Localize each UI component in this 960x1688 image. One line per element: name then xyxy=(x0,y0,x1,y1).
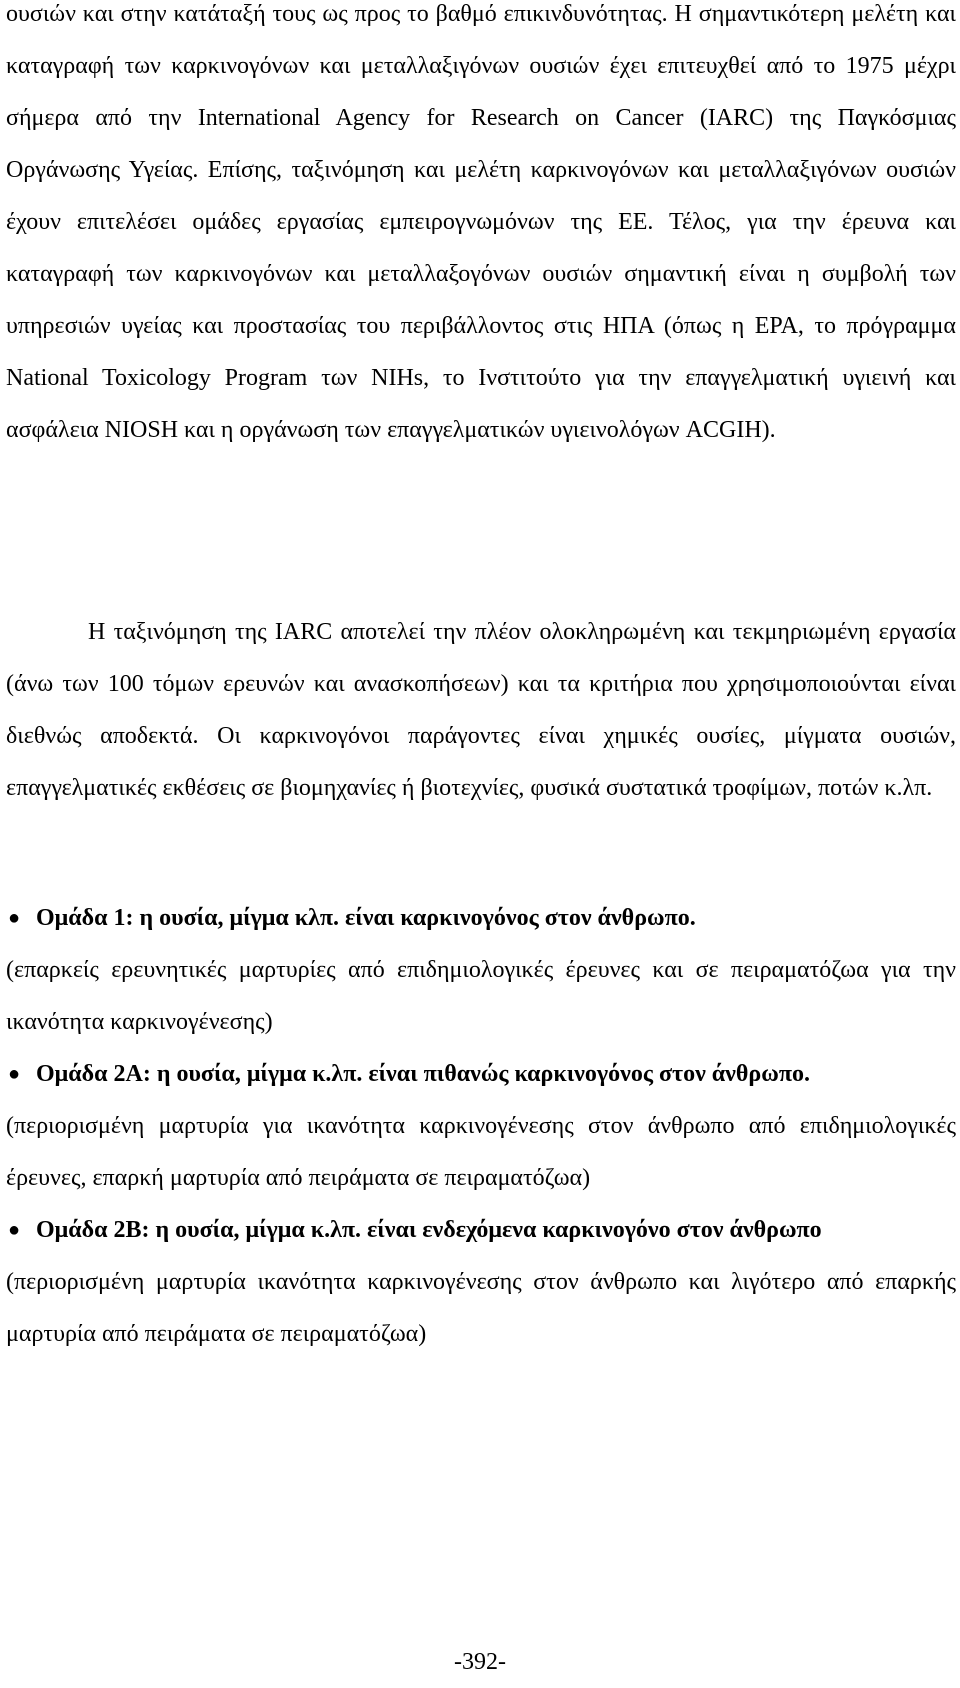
group-description: (επαρκείς ερευνητικές μαρτυρίες από επιδημιολογικές έρευνες και σε πειραματόζωα για την ικανότητα καρκινογένεσης) xyxy=(6,957,956,1035)
group-description: (περιορισμένη μαρτυρία για ικανότητα καρκινογένεσης στον άνθρωπο από επιδημιολογικές έρευνες, επαρκή μαρτυρία από πειράματα σε πειραματόζωα) xyxy=(6,1113,956,1191)
group-title: Ομάδα 2Β: η ουσία, μίγμα κ.λπ. είναι ενδεχόμενα καρκινογόνο στον άνθρωπο xyxy=(36,1217,822,1243)
group-title: Ομάδα 1: η ουσία, μίγμα κλπ. είναι καρκινογόνος στον άνθρωπο. xyxy=(36,905,696,931)
bullet-icon: ● xyxy=(8,1063,21,1085)
body-paragraph: ουσιών και στην κατάταξή τους ως προς το βαθμό επικινδυνότητας. Η σημαντικότερη μελέτη και καταγραφή των καρκινογόνων και μεταλλαξιγόνων ουσιών έχει επιτευχθεί από το 1975 μέχρι σήμερα από την International Agency for Research on Cancer (IARC) της Παγκόσμιας Οργάνωσης Υγείας. Επίσης, ταξινόμηση και μελέτη καρκινογόνων και μεταλλαξιγόνων ουσιών έχουν επιτελέσει ομάδες εργασίας εμπειρογνωμόνων της ΕΕ. Τέλος, για την έρευνα και καταγραφή των καρκινογόνων και μεταλλαξογόνων ουσιών σημαντική είναι η συμβολή των υπηρεσιών υγείας και προστασίας του περιβάλλοντος στις ΗΠΑ (όπως η EPA, το πρόγραμμα National Toxicology Program των NIHs, το Ινστιτούτο για την επαγγελματική υγιεινή και ασφάλεια NIOSH και η οργάνωση των επαγγελματικών υγιεινολόγων ACGIH). xyxy=(6,1,956,443)
classification-list xyxy=(6,892,956,1360)
body-paragraph: Η ταξινόμηση της IARC αποτελεί την πλέον ολοκληρωμένη και τεκμηριωμένη εργασία (άνω των 100 τόμων ερευνών και ανασκοπήσεων) και τα κριτήρια που χρησιμοποιούνται είναι διεθνώς αποδεκτά. Οι καρκινογόνοι παράγοντες είναι χημικές ουσίες, μίγματα ουσιών, επαγγελματικές εκθέσεις σε βιομηχανίες ή βιοτεχνίες, φυσικά συστατικά τροφίμων, ποτών κ.λπ. xyxy=(6,619,956,801)
bullet-icon: ● xyxy=(8,907,21,929)
group-heading xyxy=(6,1204,956,1256)
bullet-icon: ● xyxy=(8,1219,21,1241)
page-number: -392- xyxy=(454,1649,506,1675)
group-title: Ομάδα 2Α: η ουσία, μίγμα κ.λπ. είναι πιθανώς καρκινογόνος στον άνθρωπο. xyxy=(36,1061,810,1087)
group-heading xyxy=(6,892,956,944)
group-heading xyxy=(6,1048,956,1100)
list-item xyxy=(6,1048,956,1204)
list-item xyxy=(6,892,956,1048)
group-description: (περιορισμένη μαρτυρία ικανότητα καρκινογένεσης στον άνθρωπο και λιγότερο από επαρκής μαρτυρία από πειράματα σε πειραματόζωα) xyxy=(6,1269,956,1347)
list-item xyxy=(6,1204,956,1360)
